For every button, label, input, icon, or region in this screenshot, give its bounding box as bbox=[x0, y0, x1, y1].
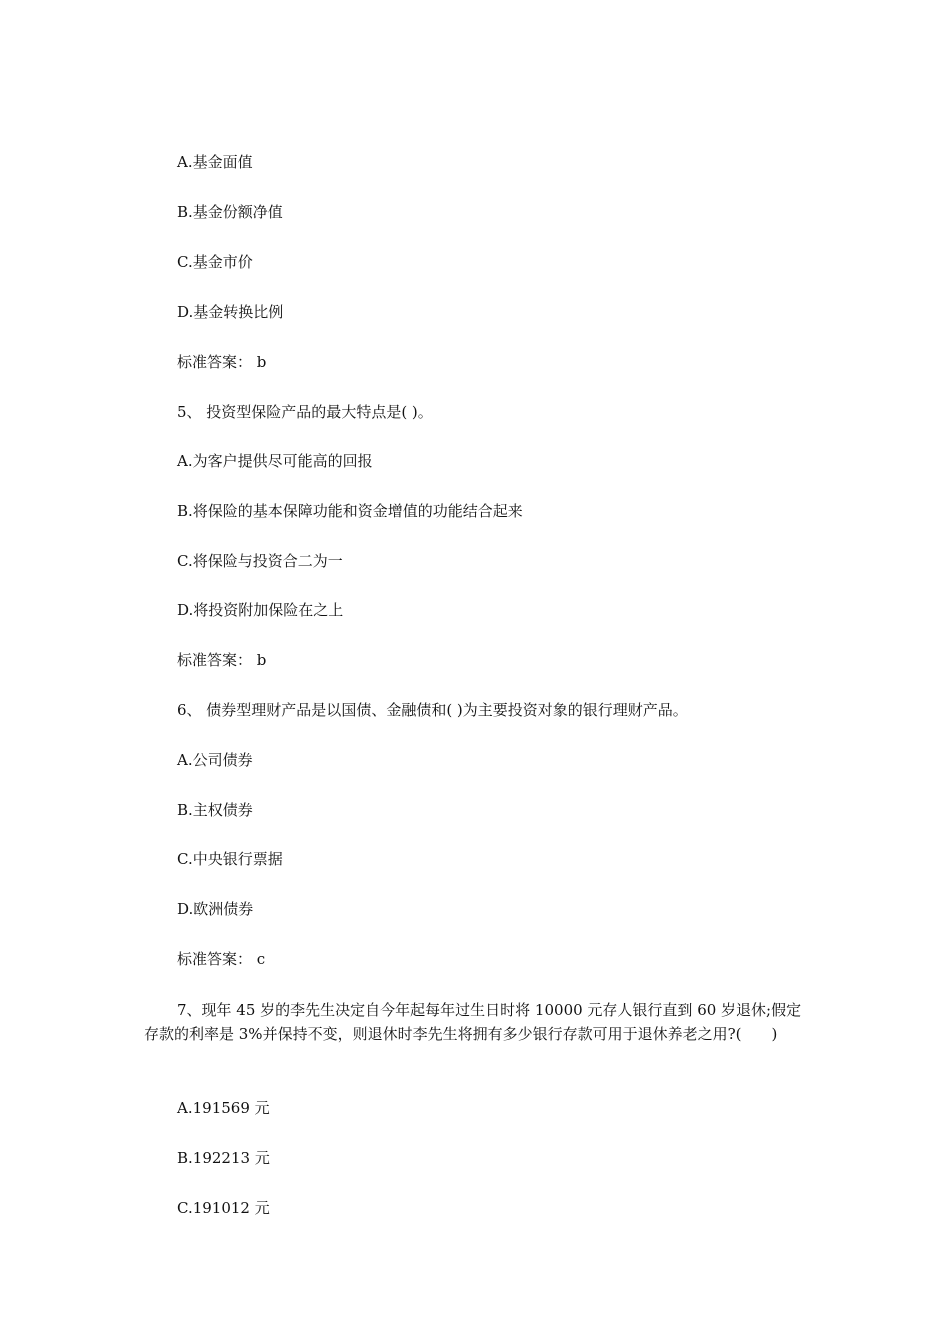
q6-option-a: A.公司债券 bbox=[177, 751, 253, 769]
q5-option-b: B.将保险的基本保障功能和资金增值的功能结合起来 bbox=[177, 502, 523, 520]
q6-option-b: B.主权债券 bbox=[177, 801, 253, 819]
q5-option-d: D.将投资附加保险在之上 bbox=[177, 601, 344, 619]
q7-option-a: A.191569 元 bbox=[177, 1099, 270, 1117]
q6-answer: 标准答案： c bbox=[177, 950, 266, 968]
q5-option-c: C.将保险与投资合二为一 bbox=[177, 552, 343, 570]
q4-option-c: C.基金市价 bbox=[177, 253, 253, 271]
q6-stem: 6、 债券型理财产品是以国债、金融债和( )为主要投资对象的银行理财产品。 bbox=[177, 701, 688, 719]
q6-option-c: C.中央银行票据 bbox=[177, 850, 283, 868]
q7-stem: 7、现年 45 岁的李先生决定自今年起每年过生日时将 10000 元存人银行直到 60 岁退休;假定存款的利率是 3%并保持不变，则退休时李先生将拥有多少银行存款可用于退休养老之用?( ) bbox=[144, 1001, 802, 1043]
q4-option-a: A.基金面值 bbox=[177, 153, 253, 171]
q5-stem: 5、 投资型保险产品的最大特点是( )。 bbox=[177, 403, 433, 421]
q4-option-d: D.基金转换比例 bbox=[177, 303, 284, 321]
q7-option-c: C.191012 元 bbox=[177, 1199, 270, 1217]
q5-option-a: A.为客户提供尽可能高的回报 bbox=[177, 452, 373, 470]
q7-option-b: B.192213 元 bbox=[177, 1149, 270, 1167]
q4-option-b: B.基金份额净值 bbox=[177, 203, 283, 221]
q4-answer: 标准答案： b bbox=[177, 353, 267, 371]
q6-option-d: D.欧洲债券 bbox=[177, 900, 254, 918]
q5-answer: 标准答案： b bbox=[177, 651, 267, 669]
